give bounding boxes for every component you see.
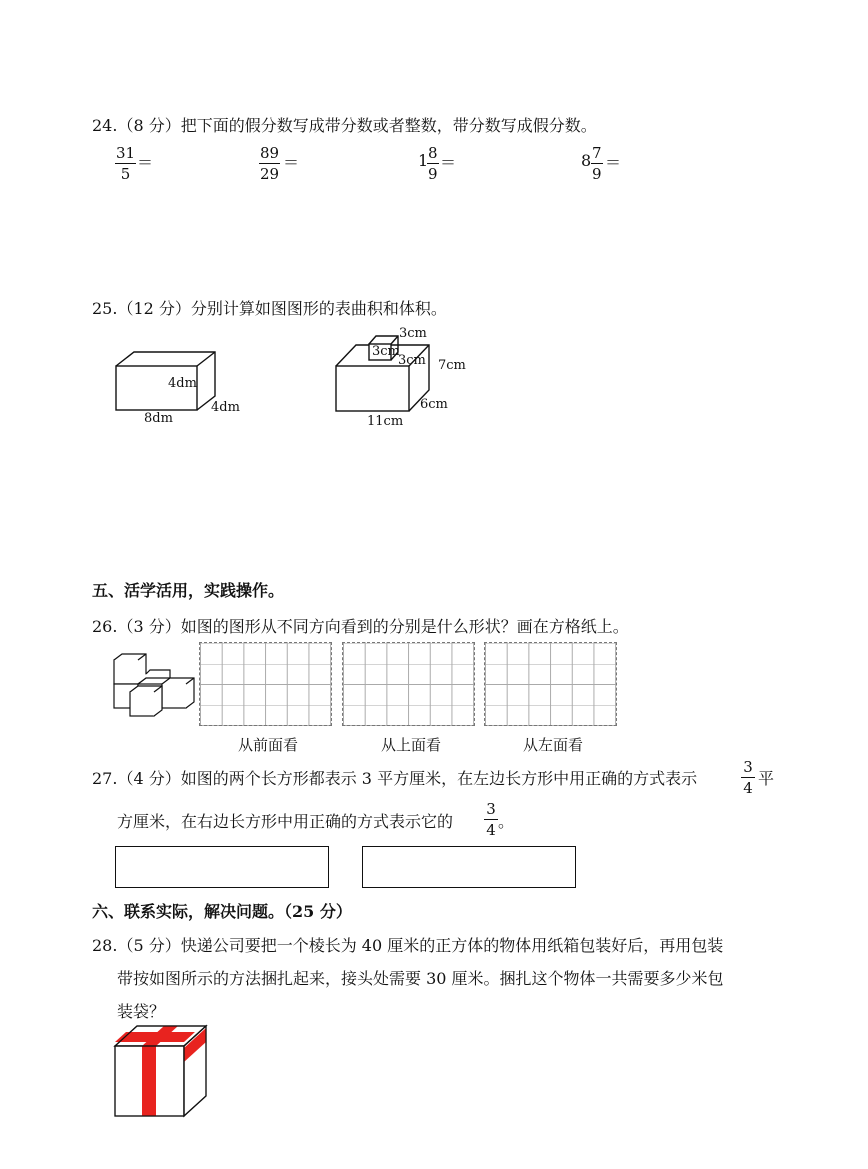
caption-front-view: 从前面看 <box>238 736 299 754</box>
box1-width-label: 4dm <box>211 400 240 415</box>
q26-title: 26.（3 分）如图的图形从不同方向看到的分别是什么形状？画在方格纸上。 <box>92 617 629 636</box>
box1-length-label: 8dm <box>144 411 173 426</box>
fraction: 31 5 <box>116 144 136 183</box>
box2-length-label: 11cm <box>367 414 404 429</box>
cube-front-label: 3cm <box>372 344 400 359</box>
caption-left-view: 从左面看 <box>523 736 584 754</box>
caption-top-view: 从上面看 <box>381 736 442 754</box>
equals-sign: ＝ <box>283 153 300 172</box>
q28-line1: 28.（5 分）快递公司要把一个棱长为 40 厘米的正方体的物体用纸箱包装好后，再用包装 <box>92 936 724 955</box>
box1-height-label: 4dm <box>168 376 197 391</box>
q27-line2: 方厘米，在右边长方形中用正确的方式表示它的 <box>117 812 454 831</box>
equals-sign: ＝ <box>440 153 457 172</box>
equals-sign: ＝ <box>137 153 154 172</box>
q24-title: 24.（8 分）把下面的假分数写成带分数或者整数，带分数写成假分数。 <box>92 116 597 135</box>
equals-sign: ＝ <box>605 153 622 172</box>
cube-side-label: 3cm <box>398 353 426 368</box>
box2-width-label: 6cm <box>420 397 448 412</box>
q27-line1-end: 平 <box>758 769 775 788</box>
whole-number: 8 <box>581 151 592 170</box>
q28-line3: 装袋？ <box>117 1002 166 1021</box>
q28-line2: 带按如图所示的方法捆扎起来，接头处需要 30 厘米。捆扎这个物体一共需要多少米包 <box>117 969 724 988</box>
section-6-heading: 六、联系实际，解决问题。（25 分） <box>92 902 352 921</box>
cube-top-label: 3cm <box>399 326 427 341</box>
q25-title: 25.（12 分）分别计算如图图形的表曲积和体积。 <box>92 299 447 318</box>
fraction: 89 29 <box>260 144 280 183</box>
section-5-heading: 五、活学活用，实践操作。 <box>92 581 285 600</box>
q27-line2-end: 。 <box>498 812 515 831</box>
fraction: 8 9 <box>428 144 438 183</box>
box2-height-label: 7cm <box>438 358 466 373</box>
whole-number: 1 <box>418 151 429 170</box>
q27-fraction-2: 3 4 <box>484 800 498 839</box>
q27-line1: 27.（4 分）如图的两个长方形都表示 3 平方厘米，在左边长方形中用正确的方式表示 <box>92 769 698 788</box>
fraction: 7 9 <box>592 144 602 183</box>
q27-fraction-1: 3 4 <box>741 758 755 797</box>
